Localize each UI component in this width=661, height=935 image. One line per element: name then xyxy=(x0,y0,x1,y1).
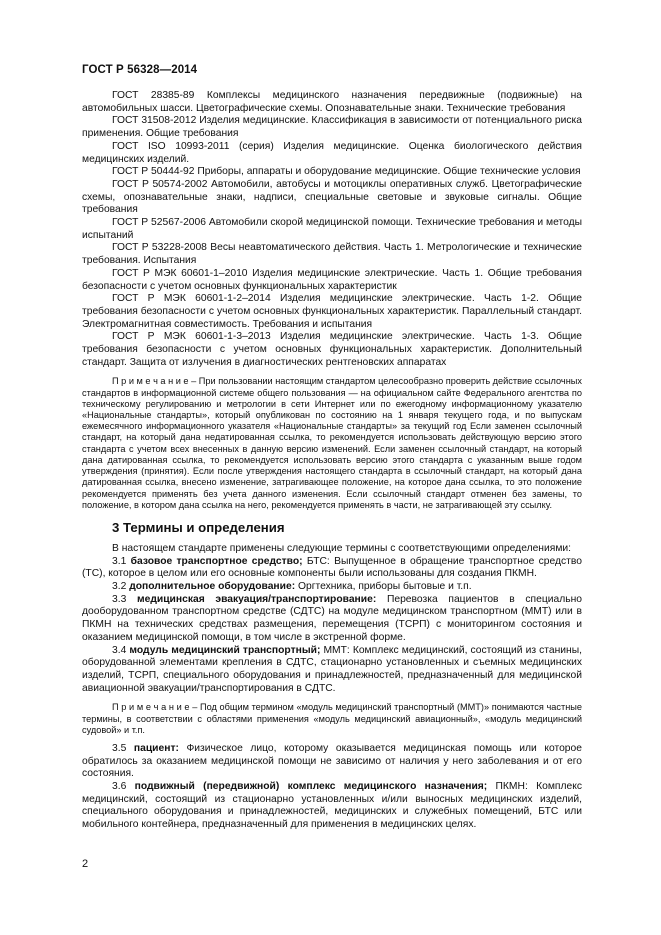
note-label: П р и м е ч а н и е – xyxy=(112,376,197,387)
section-heading: 3 Термины и определения xyxy=(112,519,285,535)
term-note xyxy=(82,702,582,736)
normative-reference: ГОСТ 28385-89 Комплексы медицинского назначения передвижные (подвижные) на автомобильных шасси. Цветографические схемы. Опознавательные знаки. Технические требования xyxy=(82,90,582,114)
term-definition xyxy=(82,581,582,594)
normative-reference: ГОСТ Р МЭК 60601-1–2010 Изделия медицинские электрические. Часть 1. Общие требования безопасности с учетом основных функциональных характеристик xyxy=(82,267,582,292)
term-name: медицинская эвакуация/транспортирование: xyxy=(137,593,377,605)
term-number: 3.1 xyxy=(112,555,127,567)
term-text: БТС: Выпущенное в обращение транспортное средство (ТС), которое в целом или его основные компоненты были использованы для создания ПКМН. xyxy=(82,555,582,580)
term-name: базовое транспортное средство; xyxy=(130,555,303,567)
normative-reference: ГОСТ Р 52567-2006 Автомобили скорой медицинской помощи. Технические требования и методы испытаний xyxy=(82,217,582,241)
term-definition xyxy=(82,743,582,781)
term-number: 3.4 xyxy=(112,644,127,656)
term-name: дополнительное оборудование: xyxy=(129,581,296,593)
term-number: 3.2 xyxy=(112,581,127,593)
page-content xyxy=(82,90,582,832)
term-definition xyxy=(82,781,582,832)
note-label: П р и м е ч а н и е – xyxy=(112,702,198,713)
normative-reference: ГОСТ Р МЭК 60601-1-2–2014 Изделия медицинские электрические. Часть 1-2. Общие требования безопасности с учетом основных функциональных характеристик. Параллельный стандарт. Электромагнитная совместимость. Требования и испытания xyxy=(82,293,582,330)
term-text: ПКМН: Комплекс медицинский, состоящий из стационарно установленных и/или выносных медицинских изделий, специального оборудования и принадлежностей, медицинских и служебных помещений, БТС или мобильного контейнера, предназначенный для применения в медицинских целях. xyxy=(82,781,582,831)
term-text: Перевозка пациентов в специально дооборудованном транспортном средстве (СДТС) на модуле медицинском транспортном (ММТ) или в ПКМН на технических средствах размещения, перемещения (ТСРП) с мониторингом состояния и оказанием медицинской помощи, в том числе в экстренной форме. xyxy=(82,593,582,643)
term-number: 3.5 xyxy=(112,742,127,754)
note-text: При пользовании настоящим стандартом целесообразно проверить действие ссылочных стандартов в информационной системе общего пользования — на официальном сайте Федерального агентства по техническому регулированию и метрологии в сети Интернет или по ежегодному информационному указателю «Национальные стандарты», который опубликован по состоянию на 1 января текущего года, и по выпускам ежемесячного информационного указателя «Национальные стандарты» за текущий год Если заменен ссылочный стандарт, на который дана недатированная ссылка, то рекомендуется использовать действующую версию этого стандарта с учетом всех внесенных в данную версию изменений. Если заменен ссылочный стандарт, на который дана датированная ссылка, то рекомендуется использовать версию этого стандарта с указанным выше годом утверждения (принятия). Если после утверждения настоящего стандарта в ссылочный стандарт, на который дана датированная ссылка, внесено изменение, затрагивающее положение, на которое дана ссылка, то это положение рекомендуется применять без учета данного изменения. Если ссылочный стандарт отменен без замены, то положение, в котором дана ссылка на него, рекомендуется применять в части, не затрагивающей эту ссылку. xyxy=(82,376,582,510)
term-number: 3.3 xyxy=(112,593,127,605)
section-intro: В настоящем стандарте применены следующие термины с соответствующими определениями: xyxy=(112,542,572,554)
normative-reference: ГОСТ 31508-2012 Изделия медицинские. Классификация в зависимости от потенциального риска применения. Общие требования xyxy=(82,115,582,140)
term-definition xyxy=(82,556,582,581)
normative-reference: ГОСТ Р 50574-2002 Автомобили, автобусы и мотоциклы оперативных служб. Цветографические схемы, опознавательные знаки, надписи, специальные световые и звуковые сигналы. Общие требования xyxy=(82,178,582,216)
term-name: модуль медицинский транспортный; xyxy=(129,644,321,656)
normative-reference: ГОСТ Р 53228-2008 Весы неавтоматического действия. Часть 1. Метрологические и технические требования. Испытания xyxy=(82,242,582,267)
term-definition xyxy=(82,594,582,645)
normative-reference: ГОСТ ISO 10993-2011 (серия) Изделия медицинские. Оценка биологического действия медицинских изделий. xyxy=(82,140,582,165)
normative-reference: ГОСТ Р МЭК 60601-1-3–2013 Изделия медицинские электрические. Часть 1-3. Общие требования безопасности с учетом основных функциональных характеристик. Дополнительный стандарт. Защита от излучения в диагностических рентгеновских аппаратах xyxy=(82,331,582,368)
page-number: 2 xyxy=(82,858,89,870)
term-definition xyxy=(82,645,582,696)
term-name: пациент: xyxy=(133,742,179,754)
term-text: Физическое лицо, которому оказывается медицинская помощь или которое обратилось за оказанием медицинской помощи не зависимо от наличия у него заболевания и от его состояния. xyxy=(82,742,582,780)
term-number: 3.6 xyxy=(112,781,127,793)
note-text: Под общим термином «модуль медицинский транспортный (ММТ)» понимаются частные термины, в соответствии с областями применения «модуль медицинский авиационный», «модуль медицинский судовой» и т.п. xyxy=(82,702,582,735)
document-header: ГОСТ Р 56328—2014 xyxy=(82,64,198,76)
term-name: подвижный (передвижной) комплекс медицинского назначения; xyxy=(134,781,488,793)
term-text: ММТ: Комплекс медицинский, состоящий из станины, оборудованной элементами крепления в СДТС, стационарно установленных и съемных медицинских изделий, ТСРП, специального оборудования и принадлежностей, предназначенный для медицинской авиационной эвакуации/транспортирования в СДТС. xyxy=(82,644,582,694)
term-text: Оргтехника, приборы бытовые и т.п. xyxy=(295,581,472,593)
normative-reference: ГОСТ Р 50444-92 Приборы, аппараты и оборудование медицинские. Общие технические условия xyxy=(112,166,581,178)
references-note xyxy=(82,376,582,510)
